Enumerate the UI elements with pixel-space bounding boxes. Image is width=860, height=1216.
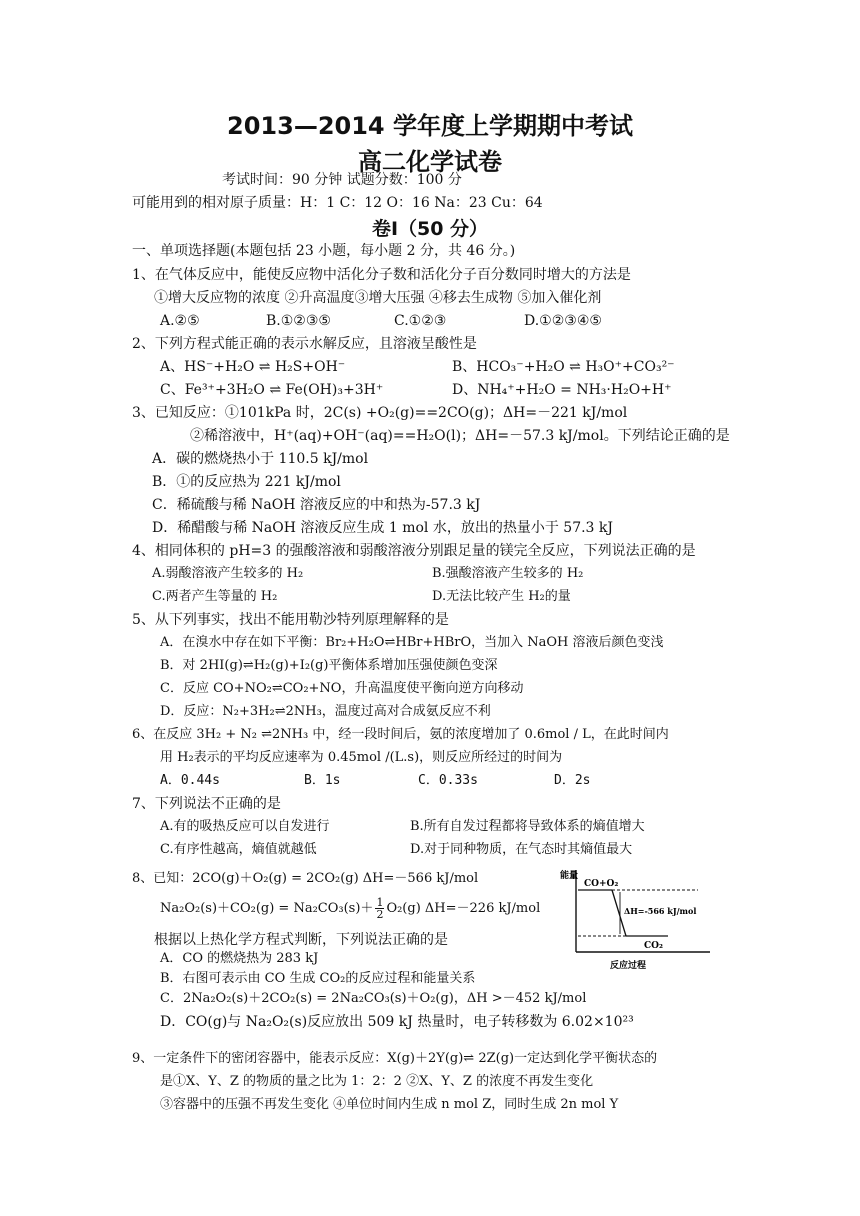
q8-equation-right: O₂(g) ΔH=－226 kJ/mol [386,901,541,916]
q1-option-a: A.②⑤ [160,313,200,329]
q4-option-a: A.弱酸溶液产生较多的 H₂ [152,566,304,581]
fraction-denominator: 2 [376,908,384,921]
fraction-numerator: 1 [376,896,384,909]
q8-equation-left: Na₂O₂(s)＋CO₂(g) = Na₂CO₃(s)＋ [160,901,374,916]
q5-stem: 5、从下列事实，找出不能用勒沙特列原理解释的是 [132,612,449,628]
q7-option-a: A.有的吸热反应可以自发进行 [160,819,330,834]
y-axis-label: 能量 [560,871,579,881]
q8-option-a: A．CO 的燃烧热为 283 kJ [160,951,319,966]
q5-option-a: A．在溴水中存在如下平衡：Br₂+H₂O⇌HBr+HBrO，当加入 NaOH 溶液后颜色变浅 [160,635,664,650]
delta-h-label: ΔH=-566 kJ/mol [624,906,697,916]
section-instruction: 一、单项选择题(本题包括 23 小题，每小题 2 分，共 46 分。) [132,243,516,259]
q1-items: ①增大反应物的浓度 ②升高温度③增大压强 ④移去生成物 ⑤加入催化剂 [154,290,602,306]
q1-option-d: D.①②③④⑤ [524,313,602,329]
q8-stem-2 [160,897,540,920]
q3-option-b: B．①的反应热为 221 kJ/mol [152,474,341,490]
q2-option-b: B、HCO₃⁻+H₂O ⇌ H₃O⁺+CO₃²⁻ [452,359,675,375]
q6-stem-2: 用 H₂表示的平均反应速率为 0.45mol /(L.s)，则反应所经过的时间为 [160,750,563,765]
q9-stem-3: ③容器中的压强不再发生变化 ④单位时间内生成 n mol Z，同时生成 2n mol Y [160,1097,619,1112]
q3-option-c: C．稀硫酸与稀 NaOH 溶液反应的中和热为-57.3 kJ [152,497,481,513]
exam-info: 考试时间：90 分钟 试题分数：100 分 [222,172,462,188]
q6-option-a: A．0.44s [160,773,220,788]
exam-title: 2013—2014 学年度上学期期中考试 [227,112,633,140]
q4-stem: 4、相同体积的 pH=3 的强酸溶液和弱酸溶液分别跟足量的镁完全反应，下列说法正确的是 [132,543,696,559]
q1-option-c: C.①②③ [394,313,447,329]
q9-stem-1: 9、一定条件下的密闭容器中，能表示反应：X(g)＋2Y(g)⇌ 2Z(g)一定达到化学平衡状态的 [132,1051,658,1066]
q4-option-b: B.强酸溶液产生较多的 H₂ [432,566,584,581]
q7-option-c: C.有序性越高，熵值就越低 [160,842,317,857]
q2-stem: 2、下列方程式能正确的表示水解反应，且溶液呈酸性是 [132,336,477,352]
atomic-masses: 可能用到的相对原子质量：H：1 C：12 O：16 Na：23 Cu：64 [132,195,543,211]
q1-option-b: B.①②③⑤ [266,313,331,329]
q6-option-b: B．1s [304,773,341,788]
q2-option-a: A、HS⁻+H₂O ⇌ H₂S+OH⁻ [160,359,346,375]
x-axis-label: 反应过程 [610,961,647,971]
q5-option-d: D．反应：N₂+3H₂⇌2NH₃，温度过高对合成氨反应不利 [160,704,491,719]
q1-stem: 1、在气体反应中，能使反应物中活化分子数和活化分子百分数同时增大的方法是 [132,267,631,283]
q8-option-b: B．右图可表示由 CO 生成 CO₂的反应过程和能量关系 [160,971,476,986]
q3-option-d: D．稀醋酸与稀 NaOH 溶液反应生成 1 mol 水，放出的热量小于 57.3 kJ [152,520,614,536]
q6-option-c: C．0.33s [418,773,478,788]
q3-stem-1: 3、已知反应：①101kPa 时，2C(s) +O₂(g)==2CO(g)；ΔH=－221 kJ/mol [132,405,628,421]
product-label: CO₂ [644,941,663,951]
q2-option-d: D、NH₄⁺+H₂O = NH₃·H₂O+H⁺ [452,382,672,398]
q3-stem-2: ②稀溶液中，H⁺(aq)+OH⁻(aq)==H₂O(l)；ΔH=－57.3 kJ/mol。下列结论正确的是 [190,428,730,444]
q7-stem: 7、下列说法不正确的是 [132,796,281,812]
reactant-label: CO+O₂ [584,879,619,889]
q8-option-c: C．2Na₂O₂(s)＋2CO₂(s) = 2Na₂CO₃(s)＋O₂(g)，ΔH >－452 kJ/mol [160,991,587,1006]
q8-option-d: D．CO(g)与 Na₂O₂(s)反应放出 509 kJ 热量时，电子转移数为 6.02×10²³ [160,1014,634,1030]
q6-stem-1: 6、在反应 3H₂ + N₂ ⇌2NH₃ 中，经一段时间后，氨的浓度增加了 0.6mol / L，在此时间内 [132,727,669,742]
q8-stem-3: 根据以上热化学方程式判断，下列说法正确的是 [154,932,448,948]
q7-option-b: B.所有自发过程都将导致体系的熵值增大 [410,819,645,834]
q7-option-d: D.对于同种物质，在气态时其熵值最大 [410,842,633,857]
q3-option-a: A．碳的燃烧热小于 110.5 kJ/mol [152,451,369,467]
q6-option-d: D．2s [554,773,591,788]
q2-option-c: C、Fe³⁺+3H₂O ⇌ Fe(OH)₃+3H⁺ [160,382,384,398]
q4-option-d: D.无法比较产生 H₂的量 [432,589,571,604]
q9-stem-2: 是①X、Y、Z 的物质的量之比为 1：2：2 ②X、Y、Z 的浓度不再发生变化 [160,1074,594,1089]
q5-option-b: B．对 2HI(g)⇌H₂(g)+I₂(g)平衡体系增加压强使颜色变深 [160,658,498,673]
exam-subtitle: 高二化学试卷 [358,148,502,176]
q5-option-c: C．反应 CO+NO₂⇌CO₂+NO，升高温度使平衡向逆方向移动 [160,681,524,696]
one-half-fraction [375,897,384,920]
section-title: 卷Ⅰ（50 分） [371,218,489,240]
q8-stem-1: 8、已知：2CO(g)＋O₂(g) = 2CO₂(g) ΔH=－566 kJ/mol [132,871,479,886]
energy-diagram [558,858,714,978]
q4-option-c: C.两者产生等量的 H₂ [152,589,278,604]
